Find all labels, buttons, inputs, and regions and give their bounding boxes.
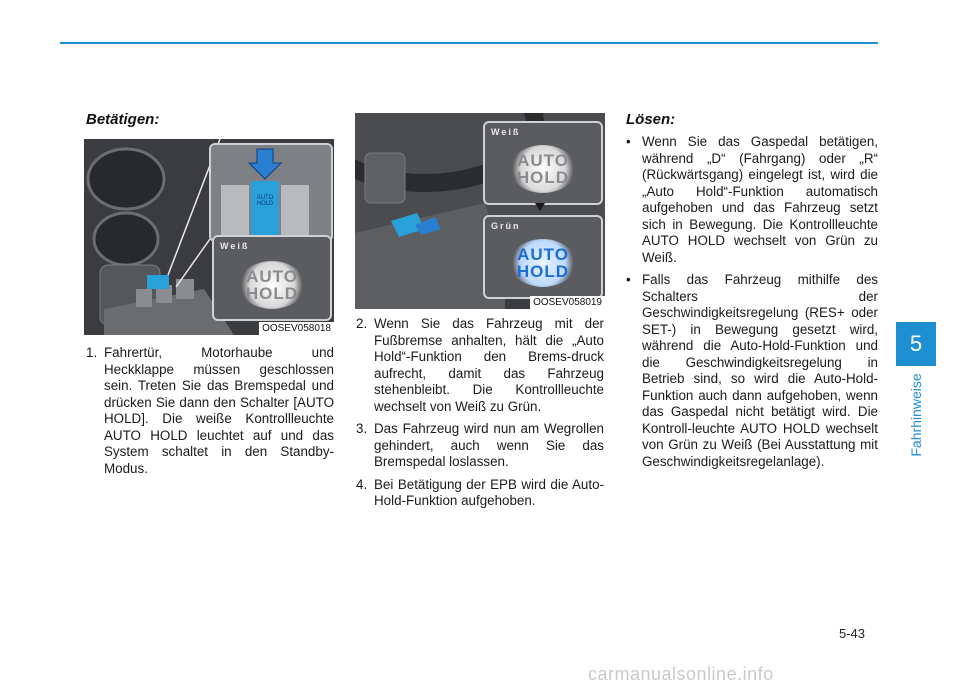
icon-text-line1: AUTO — [246, 266, 298, 286]
icon-text-line2: HOLD — [516, 262, 570, 282]
inset-label-green: Grün — [491, 221, 521, 231]
white-indicator-inset — [483, 121, 603, 205]
left-steps — [86, 345, 334, 483]
step-item — [356, 316, 604, 415]
release-bullets — [626, 134, 878, 476]
switch-closeup-inset — [209, 143, 333, 242]
green-indicator-inset — [483, 215, 603, 299]
arrow-down-icon — [535, 203, 545, 211]
chapter-title-label — [895, 370, 937, 460]
operate-heading: Betätigen: — [86, 111, 160, 128]
icon-text-line1: AUTO — [517, 151, 569, 171]
bullet-item — [626, 134, 878, 266]
step-item — [356, 477, 604, 510]
figure-code: OOSEV058019 — [530, 296, 605, 309]
step-number: 3. — [356, 421, 368, 436]
auto-hold-white-icon — [510, 145, 576, 193]
step-text: Wenn Sie das Fahrzeug mit der Fußbremse anhalten, hält die „Auto Hold“-Funktion den Brems-druck aufrecht, damit das Fahrzeug stehenbleibt. Die Kontrollleuchte wechselt von Weiß zu Grün. — [374, 316, 604, 414]
inset-label-white: Weiß — [220, 241, 250, 251]
header-rule — [60, 42, 878, 44]
bullet-text: Falls das Fahrzeug mithilfe des Schalters der Geschwindigkeitsregelung (RES+ oder SET-) in Bewegung gesetzt wird, während die Auto-Hold-Funktion und die Geschwindigkeitsregelung in Betrieb sind, so wird die Auto-Hold-Funktion auch dann aufgehoben, wenn das Gaspedal nicht betätigt wird. Die Kontroll-leuchte AUTO HOLD wechselt von Grün zu Weiß (Bei Ausstattung mit Geschwindigkeitsregelanlage). — [642, 272, 878, 469]
step-number: 4. — [356, 476, 368, 492]
icon-text-line2: HOLD — [516, 168, 570, 188]
auto-hold-switch-illustration — [211, 145, 331, 240]
icon-text-line1: AUTO — [517, 245, 569, 265]
step-item — [356, 421, 604, 471]
auto-hold-green-icon — [510, 239, 576, 287]
step-text: Bei Betätigung der EPB wird die Auto-Hold-Funktion aufgehoben. — [374, 476, 604, 508]
switch-label: AUTO HOLD — [256, 195, 274, 207]
step-number: 1. — [86, 345, 98, 360]
icon-text-line2: HOLD — [245, 283, 299, 303]
bullet-icon: • — [626, 134, 631, 149]
step-text: Das Fahrzeug wird nun am Wegrollen gehindert, auch wenn Sie das Bremspedal loslassen. — [374, 421, 604, 469]
chapter-title: Fahrhinweise — [908, 373, 924, 457]
figure-pedal-indicator — [355, 113, 605, 309]
step-number: 2. — [356, 316, 368, 331]
release-heading: Lösen: — [626, 111, 676, 128]
figure-code: OOSEV058018 — [259, 322, 334, 335]
auto-hold-white-icon — [239, 261, 305, 309]
bullet-icon: • — [626, 272, 631, 287]
step-item — [86, 345, 334, 477]
figure-console-switch — [84, 139, 334, 335]
inset-label-white: Weiß — [491, 127, 521, 137]
bullet-text: Wenn Sie das Gaspedal betätigen, während „D“ (Fahrgang) oder „R“ (Rückwärtsgang) eingelegt ist, wird die „Auto Hold“-Funktion automatisch aufgehoben und das Fahrzeug setzt sich in Bewegung. Die Kontrollleuchte AUTO HOLD wechselt von Grün zu Weiß. — [642, 134, 878, 265]
watermark: carmanualsonline.info — [588, 664, 774, 684]
middle-steps — [356, 316, 604, 516]
step-text: Fahrertür, Motorhaube und Heckklappe müssen geschlossen sein. Treten Sie das Bremspedal und drücken Sie dann den Schalter [AUTO HOLD]. Die weiße Kontrollleuchte AUTO HOLD leuchtet auf und das System schaltet in den Standby-Modus. — [104, 345, 334, 476]
bullet-item — [626, 272, 878, 470]
page-number: 5-43 — [839, 626, 866, 641]
chapter-number-tab: 5 — [896, 322, 936, 366]
white-indicator-inset — [212, 235, 332, 321]
